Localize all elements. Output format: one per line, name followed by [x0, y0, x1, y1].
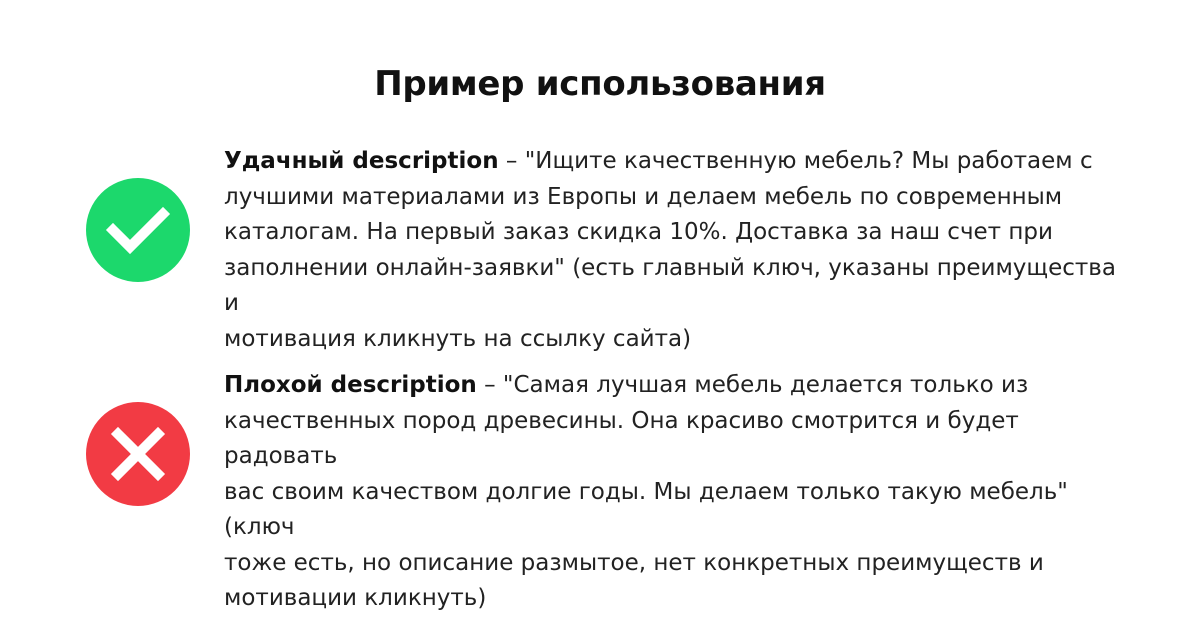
good-example-text [224, 144, 1124, 357]
good-example-label: Удачный description [224, 148, 499, 174]
bad-example-line: качественных пород древесины. Она красиво смотрится и будет радовать [224, 407, 1019, 469]
good-badge [86, 178, 190, 282]
good-example-line: заполнении онлайн-заявки" (есть главный ключ, указаны преимущества и [224, 254, 1116, 316]
bad-example-text [224, 368, 1124, 617]
good-example-line: лучшими материалами из Европы и делаем мебель по современным [224, 183, 1063, 210]
good-example-line: "Ищите качественную мебель? Мы работаем с [524, 148, 1093, 174]
bad-example-label: Плохой description [224, 372, 477, 398]
cross-icon [86, 402, 190, 506]
bad-example-line: "Самая лучшая мебель делается только из [502, 372, 1029, 398]
good-example-separator: – [498, 148, 525, 174]
good-example-line: мотивация кликнуть на ссылку сайта) [224, 325, 692, 352]
bad-example-line: тоже есть, но описание размытое, нет конкретных преимуществ и [224, 549, 1044, 576]
page-title: Пример использования [374, 64, 826, 104]
check-icon [86, 178, 190, 282]
good-example-line: каталогам. На первый заказ скидка 10%. Доставка за наш счет при [224, 219, 1053, 245]
bad-badge [86, 402, 190, 506]
bad-example-line: мотивации кликнуть) [224, 585, 487, 611]
bad-example-line: вас своим качеством долгие годы. Мы делаем только такую мебель" (ключ [224, 478, 1068, 540]
bad-example-separator: – [476, 372, 503, 398]
